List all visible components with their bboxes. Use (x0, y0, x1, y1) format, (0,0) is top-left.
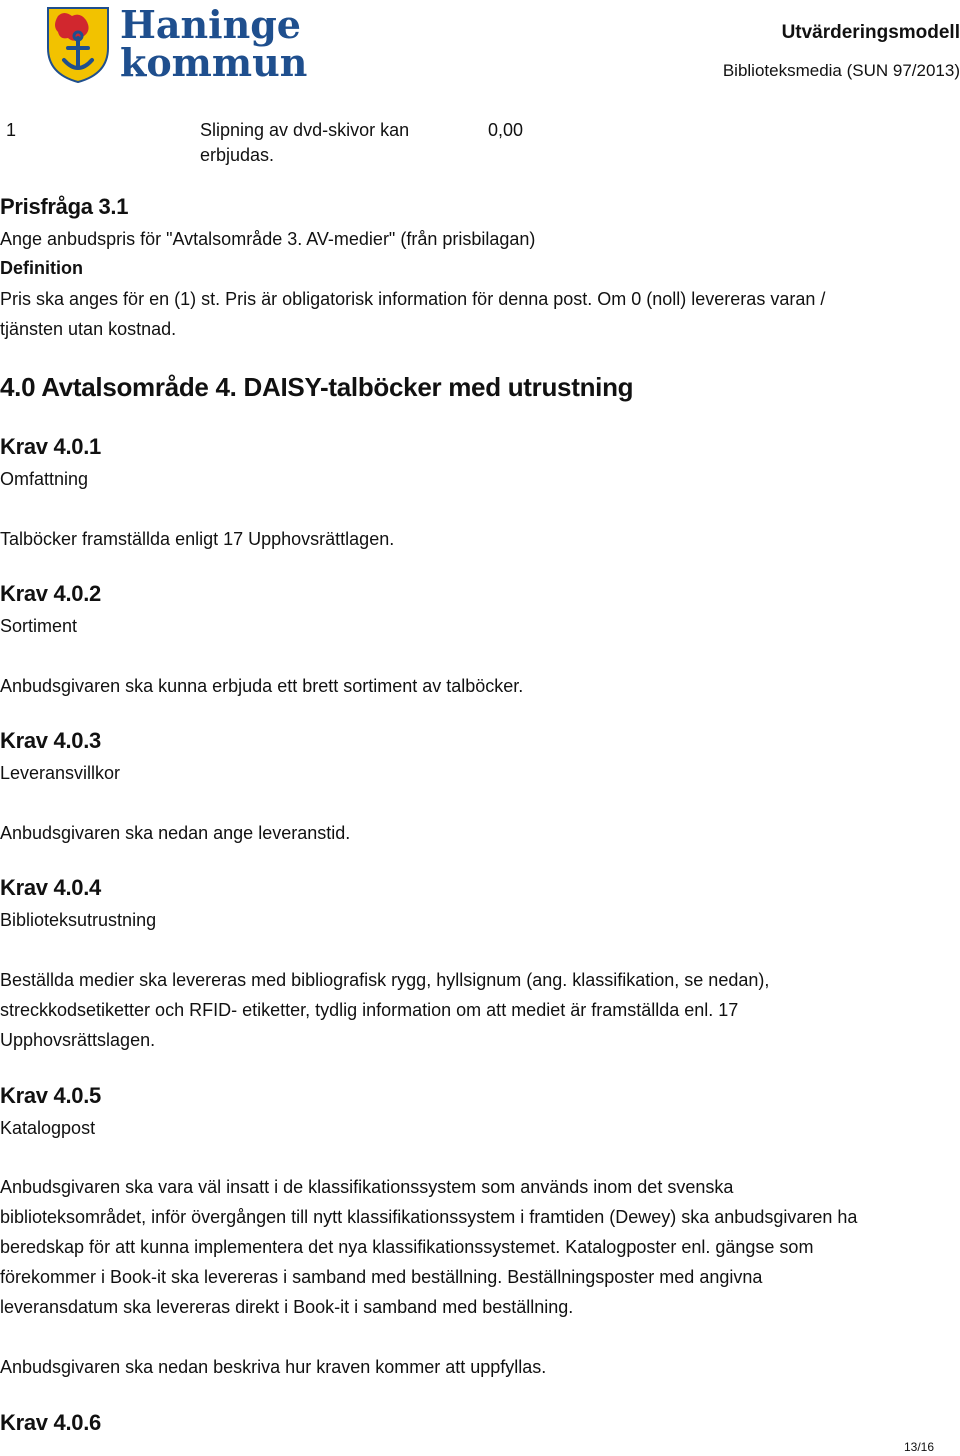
definition-line-2: tjänsten utan kostnad. (0, 319, 177, 339)
krav-text-line: Talböcker framställda enligt 17 Upphovsrättlagen. (0, 529, 395, 549)
krav-text-line: förekommer i Book-it ska levereras i samband med beställning. Beställningsposter med angivna (0, 1267, 763, 1287)
logo-text-line2: kommun (120, 40, 308, 85)
krav-text-line: Beställda medier ska levereras med bibliografisk rygg, hyllsignum (ang. klassifikation, se nedan), (0, 970, 770, 990)
section-title: 4.0 Avtalsområde 4. DAISY-talböcker med utrustning (0, 372, 634, 402)
document-title: Utvärderingsmodell (781, 22, 960, 43)
krav-title: Krav 4.0.3 (0, 728, 101, 753)
logo-text-line1: Haninge (120, 2, 301, 47)
krav-title: Krav 4.0.2 (0, 581, 101, 606)
krav-text-line: biblioteksområdet, inför övergången till nytt klassifikationssystem i framtiden (Dewey) ska anbudsgivaren ha (0, 1207, 858, 1227)
price-row-price: 0,00 (488, 120, 524, 140)
krav-text-line: Anbudsgivaren ska nedan ange leveranstid. (0, 823, 351, 843)
krav-text-line: Anbudsgivaren ska kunna erbjuda ett brett sortiment av talböcker. (0, 676, 524, 696)
krav-extra-text: Anbudsgivaren ska nedan beskriva hur kraven kommer att uppfyllas. (0, 1357, 547, 1377)
definition-line-1: Pris ska anges för en (1) st. Pris är obligatorisk information för denna post. Om 0 (noll) levereras varan / (0, 289, 826, 309)
krav-text-line: streckkodsetiketter och RFID- etiketter, tydlig information om att mediet är framställda enl. 17 (0, 1000, 739, 1020)
document-subtitle: Biblioteksmedia (SUN 97/2013) (722, 61, 960, 80)
krav-subtitle: Sortiment (0, 616, 78, 636)
price-row-description: Slipning av dvd-skivor kan erbjudas. (200, 120, 410, 165)
krav-title: Krav 4.0.1 (0, 434, 101, 459)
krav-title: Krav 4.0.5 (0, 1083, 101, 1108)
krav-text-line: leveransdatum ska levereras direkt i Book-it i samband med beställning. (0, 1297, 574, 1317)
krav-subtitle: Biblioteksutrustning (0, 910, 157, 930)
page-number: 13/16 (903, 1440, 934, 1454)
krav-subtitle: Omfattning (0, 469, 89, 489)
haninge-kommun-logo (44, 2, 308, 85)
prisfraga-title: Prisfråga 3.1 (0, 194, 129, 219)
krav-text-line: Upphovsrättslagen. (0, 1030, 156, 1050)
krav-text-line: Anbudsgivaren ska vara väl insatt i de klassifikationssystem som används inom det svenska (0, 1177, 734, 1197)
price-row-number: 1 (6, 120, 17, 140)
krav-title: Krav 4.0.6 (0, 1410, 101, 1435)
coat-of-arms-icon (44, 4, 114, 84)
krav-title: Krav 4.0.4 (0, 875, 101, 900)
krav-subtitle: Leveransvillkor (0, 763, 121, 783)
definition-label: Definition (0, 258, 83, 278)
prisfraga-text: Ange anbudspris för "Avtalsområde 3. AV-medier" (från prisbilagan) (0, 229, 536, 249)
krav-text-line: beredskap för att kunna implementera det nya klassifikationssystemet. Katalogposter enl. gängse som (0, 1237, 814, 1257)
krav-subtitle: Katalogpost (0, 1118, 96, 1138)
